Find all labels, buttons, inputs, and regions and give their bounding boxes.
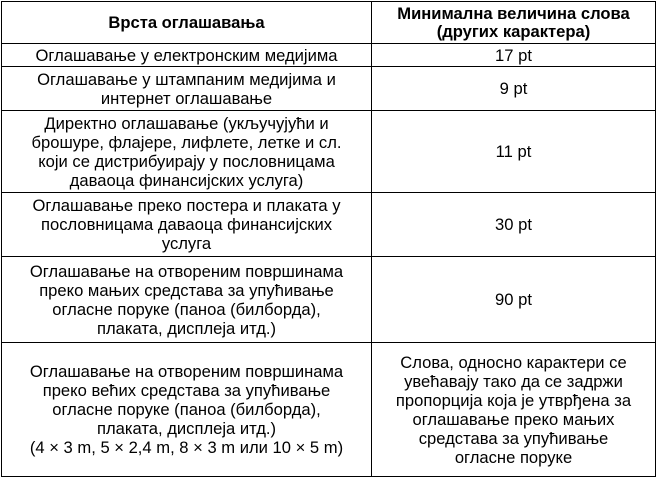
ad-type-cell [2,257,372,343]
min-size-value: 9 pt [499,79,528,98]
header-type-cell [2,2,372,44]
ad-type-cell [2,193,372,257]
table-row [2,343,656,477]
ad-type-text-line: плаката, дисплеја итд.) [96,318,277,338]
ad-font-size-table [1,1,656,477]
ad-type-text-line: Оглашавање на отвореним површинама [29,261,344,281]
min-size-cell [372,44,656,67]
ad-type-text-line: даваоца финансијских услуга) [69,170,304,190]
header-row [2,2,656,44]
min-size-text-line: пропорција која је утврђена за [395,390,632,410]
min-size-value: 90 pt [495,290,532,309]
ad-type-text-line: Оглашавање преко постера и плаката у [32,196,341,215]
min-size-cell [372,343,656,477]
ad-type-text-line: интернет оглашавање [100,88,273,108]
table-row [2,67,656,111]
min-size-text-line: оглашавање преко мањих [412,409,615,429]
min-size-cell [372,193,656,257]
ad-type-cell [2,67,372,111]
ad-type-text-line: Оглашавање у електронским медијима [35,45,338,65]
ad-type-text-line: огласне поруке (паноа (билборда), [52,400,321,419]
ad-type-text-line: пословницама даваоца финансијских [40,215,333,234]
table-row [2,111,656,193]
ad-type-text-line: услуга [161,234,212,253]
table-row [2,257,656,343]
header-size-cell [372,2,656,44]
ad-type-cell [2,111,372,193]
min-size-cell [372,111,656,193]
min-size-value: 11 pt [495,142,532,161]
ad-type-text-line: брошуре, флајере, лифлете, летке и сл. [31,132,342,152]
min-size-text-line: Слова, односно карактери се [400,352,627,372]
ad-type-text-line: преко мањих средстава за упућивање [39,280,334,300]
header-size-label-line: (других карактера) [436,21,591,41]
min-size-text-line: средстава за упућивање [418,428,609,448]
ad-type-text-line: (4 × 3 m, 5 × 2,4 m, 8 × 3 m или 10 × 5 m) [29,438,344,457]
min-size-value: 17 pt [495,45,532,65]
ad-type-cell [2,44,372,67]
min-size-text-line: увећавају тако да се задржи [404,371,623,391]
min-size-text-line: огласне поруке [454,447,573,467]
ad-type-text-line: огласне поруке (паноа (билборда), [52,299,321,319]
header-type-label: Врста оглашавања [108,12,265,32]
ad-type-text-line: који се дистрибуирају у пословницама [38,151,335,171]
ad-type-text-line: Директно оглашавање (укључујући и [44,113,329,133]
ad-type-text-line: Оглашавање у штампаним медијима и [37,69,336,89]
min-size-cell [372,257,656,343]
table-row [2,193,656,257]
ad-type-text-line: преко већих средстава за упућивање [42,381,331,400]
min-size-value: 30 pt [495,215,532,234]
ad-type-text-line: Оглашавање на отвореним површинама [29,362,344,381]
ad-type-text-line: плаката, дисплеја итд.) [96,419,277,438]
ad-type-cell [2,343,372,477]
min-size-cell [372,67,656,111]
header-size-label-line: Минимална величина слова [397,3,630,23]
table-row [2,44,656,67]
